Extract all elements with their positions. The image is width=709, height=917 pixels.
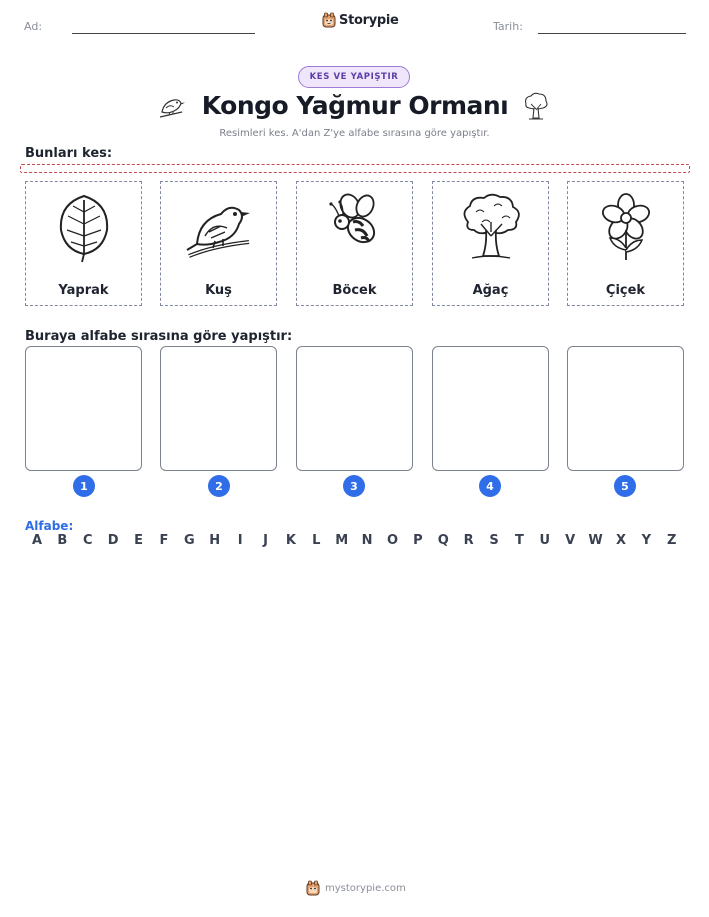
alphabet-letter: S: [489, 533, 499, 548]
paste-box-2[interactable]: [160, 346, 277, 471]
mascot-icon: [306, 880, 320, 896]
alphabet-label: Alfabe:: [25, 519, 74, 533]
paste-box-1[interactable]: [25, 346, 142, 471]
paste-box-4[interactable]: [432, 346, 549, 471]
cut-card-leaf[interactable]: [25, 181, 142, 306]
cut-card-bee[interactable]: [296, 181, 413, 306]
number-badge-1: 1: [73, 475, 95, 497]
number-badge-2: 2: [208, 475, 230, 497]
bird-icon: [183, 192, 255, 264]
alphabet-letter: X: [615, 533, 626, 548]
alphabet-letter: J: [263, 533, 268, 548]
alphabet-letter: W: [588, 533, 603, 548]
card-label-tree: Ağaç: [472, 283, 509, 298]
date-line[interactable]: [538, 33, 686, 34]
number-badge-5: 5: [614, 475, 636, 497]
card-label-bee: Böcek: [332, 283, 377, 298]
number-badge-3: 3: [343, 475, 365, 497]
alphabet-letter: N: [361, 533, 373, 548]
alphabet-letter: R: [463, 533, 474, 548]
name-line[interactable]: [72, 33, 255, 34]
alphabet-letter: Y: [641, 533, 652, 548]
alphabet-letter: M: [335, 533, 349, 548]
footer-url[interactable]: mystorypie.com: [325, 882, 406, 894]
name-label: Ad:: [24, 20, 43, 33]
alphabet-letter: D: [107, 533, 119, 548]
alphabet-letter: L: [312, 533, 321, 548]
footer: [306, 880, 406, 896]
alphabet-row: [25, 533, 684, 548]
flower-icon: [596, 192, 656, 262]
alphabet-letter: V: [565, 533, 576, 548]
cut-card-tree[interactable]: [432, 181, 549, 306]
leaf-icon: [51, 192, 117, 264]
paste-heading: Buraya alfabe sırasına göre yapıştır:: [25, 329, 293, 344]
page-title: Kongo Yağmur Ormanı: [201, 91, 509, 120]
alphabet-letter: T: [514, 533, 524, 548]
card-label-bird: Kuş: [205, 283, 232, 298]
alphabet-letter: O: [386, 533, 398, 548]
alphabet-letter: E: [134, 533, 143, 548]
alphabet-letter: Z: [667, 533, 677, 548]
alphabet-letter: Q: [437, 533, 449, 548]
date-label: Tarih:: [493, 20, 523, 33]
cut-heading: Bunları kes:: [25, 146, 113, 161]
storypie-logo: [322, 12, 399, 28]
paste-box-5[interactable]: [567, 346, 684, 471]
card-label-flower: Çiçek: [605, 283, 646, 298]
tree-icon: [456, 192, 526, 264]
alphabet-letter: U: [539, 533, 551, 548]
mascot-icon: [322, 12, 336, 28]
alphabet-letter: P: [413, 533, 423, 548]
tree-icon: [520, 90, 552, 122]
bee-icon: [325, 192, 385, 252]
paste-box-3[interactable]: [296, 346, 413, 471]
alphabet-letter: A: [31, 533, 43, 548]
alphabet-letter: G: [184, 533, 195, 548]
alphabet-letter: F: [159, 533, 169, 548]
alphabet-letter: C: [83, 533, 93, 548]
cut-guide-line: [20, 164, 690, 173]
card-label-leaf: Yaprak: [58, 283, 109, 298]
alphabet-letter: I: [237, 533, 243, 548]
brand-name: Storypie: [339, 12, 399, 28]
cut-card-flower[interactable]: [567, 181, 684, 306]
bird-icon: [156, 90, 188, 122]
alphabet-letter: K: [285, 533, 296, 548]
cut-card-bird[interactable]: [160, 181, 277, 306]
alphabet-letter: B: [57, 533, 68, 548]
alphabet-letter: H: [209, 533, 221, 548]
number-badge-4: 4: [479, 475, 501, 497]
instructions: Resimleri kes. A'dan Z'ye alfabe sırasına göre yapıştır.: [219, 128, 490, 139]
activity-badge: KES VE YAPIŞTIR: [298, 66, 410, 88]
